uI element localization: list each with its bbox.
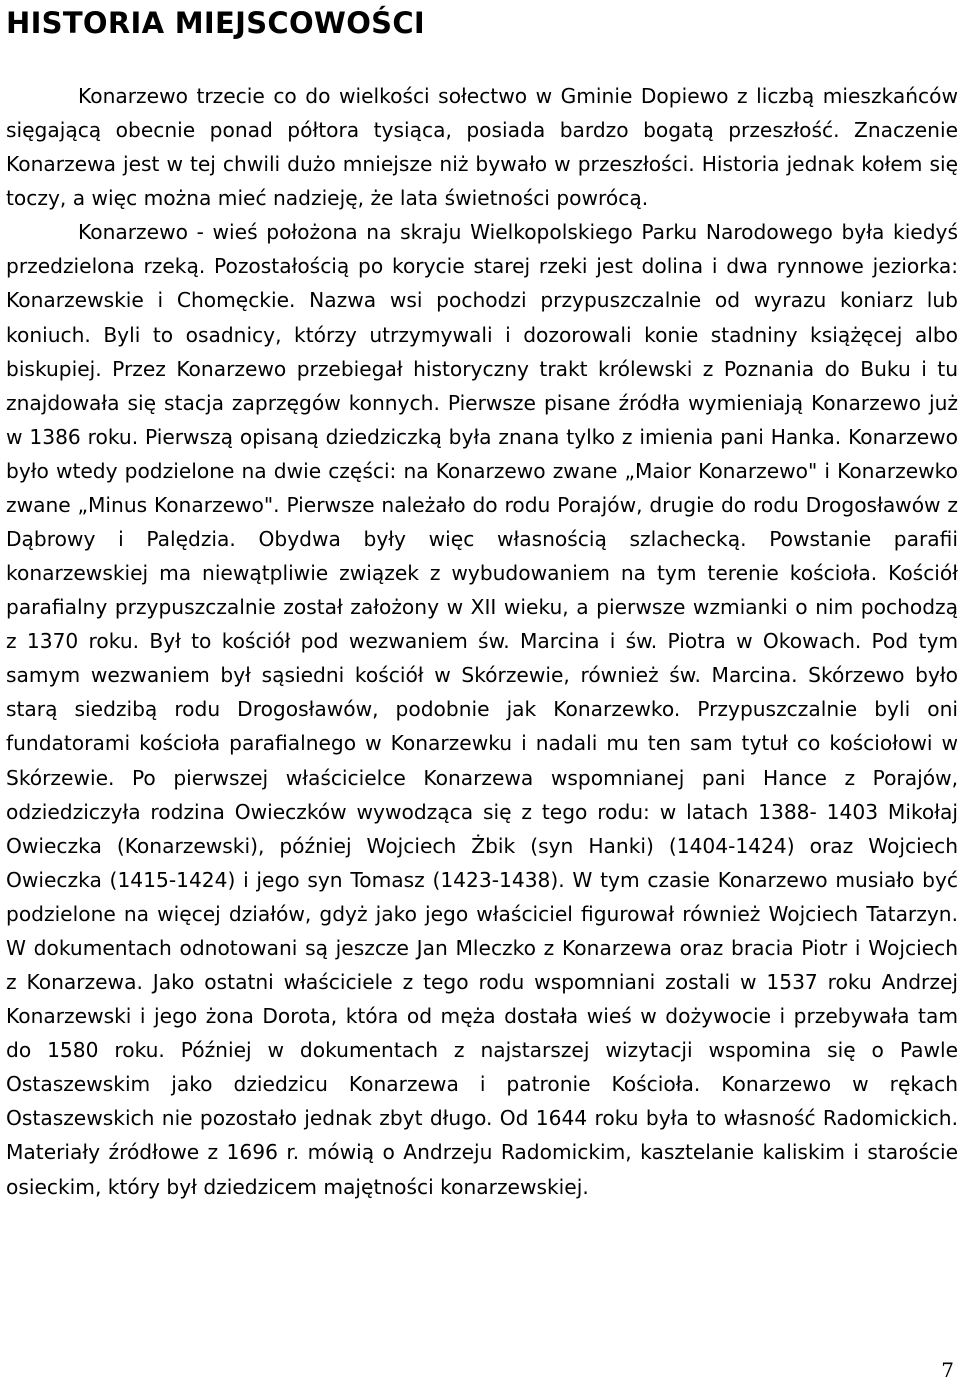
page-title: HISTORIA MIEJSCOWOŚCI: [6, 6, 426, 40]
paragraph-intro: Konarzewo trzecie co do wielkości sołectwo w Gminie Dopiewo z liczbą mieszkańców sięgającą obecnie ponad półtora tysiąca, posiada bardzo bogatą przeszłość. Znaczenie Konarzewa jest w tej chwili dużo mniejsze niż bywało w przeszłości. Historia jednak kołem się toczy, a więc można mieć nadzieję, że lata świetności powrócą.: [6, 84, 958, 211]
page-number: 7: [941, 1358, 954, 1382]
document-body: [6, 79, 958, 1204]
paragraph-history: Konarzewo - wieś położona na skraju Wielkopolskiego Parku Narodowego była kiedyś przedzielona rzeką. Pozostałością po korycie starej rzeki jest dolina i dwa rynnowe jeziorka: Konarzewskie i Chomęckie. Nazwa wsi pochodzi przypuszczalnie od wyrazu koniarz lub koniuch. Byli to osadnicy, którzy utrzymywali i dozorowali konie stadniny książęcej albo biskupiej. Przez Konarzewo przebiegał historyczny trakt królewski z Poznania do Buku i tu znajdowała się stacja zaprzęgów konnych. Pierwsze pisane źródła wymieniają Konarzewo już w 1386 roku. Pierwszą opisaną dziedziczką była znana tylko z imienia pani Hanka. Konarzewo było wtedy podzielone na dwie części: na Konarzewo zwane „Maior Konarzewo" i Konarzewko zwane „Minus Konarzewo". Pierwsze należało do rodu Porajów, drugie do rodu Drogosławów z Dąbrowy i Palędzia. Obydwa były więc własnością szlachecką. Powstanie parafii konarzewskiej ma niewątpliwie związek z wybudowaniem na tym terenie kościoła. Kościół parafialny przypuszczalnie został założony w XII wieku, a pierwsze wzmianki o nim pochodzą z 1370 roku. Był to kościół pod wezwaniem św. Marcina i św. Piotra w Okowach. Pod tym samym wezwaniem był sąsiedni kościół w Skórzewie, również św. Marcina. Skórzewo było starą siedzibą rodu Drogosławów, podobnie jak Konarzewko. Przypuszczalnie byli oni fundatorami kościoła parafialnego w Konarzewku i nadali mu ten sam tytuł co kościołowi w Skórzewie. Po pierwszej właścicielce Konarzewa wspomnianej pani Hance z Porajów, odziedziczyła rodzina Owieczków wywodząca się z tego rodu: w latach 1388- 1403 Mikołaj Owieczka (Konarzewski), później Wojciech Żbik (syn Hanki) (1404-1424) oraz Wojciech Owieczka (1415-1424) i jego syn Tomasz (1423-1438). W tym czasie Konarzewo musiało być podzielone na więcej działów, gdyż jako jego właściciel figurował również Wojciech Tatarzyn. W dokumentach odnotowani są jeszcze Jan Mleczko z Konarzewa oraz bracia Piotr i Wojciech z Konarzewa. Jako ostatni właściciele z tego rodu wspomniani zostali w 1537 roku Andrzej Konarzewski i jego żona Dorota, która od męża dostała wieś w dożywocie i przebywała tam do 1580 roku. Później w dokumentach z najstarszej wizytacji wspomina się o Pawle Ostaszewskim jako dziedzicu Konarzewa i patronie Kościoła. Konarzewo w rękach Ostaszewskich nie pozostało jednak zbyt długo. Od 1644 roku była to własność Radomickich. Materiały źródłowe z 1696 r. mówią o Andrzeju Radomickim, kasztelanie kaliskim i staroście osieckim, który był dziedzicem majętności konarzewskiej.: [6, 220, 958, 1199]
